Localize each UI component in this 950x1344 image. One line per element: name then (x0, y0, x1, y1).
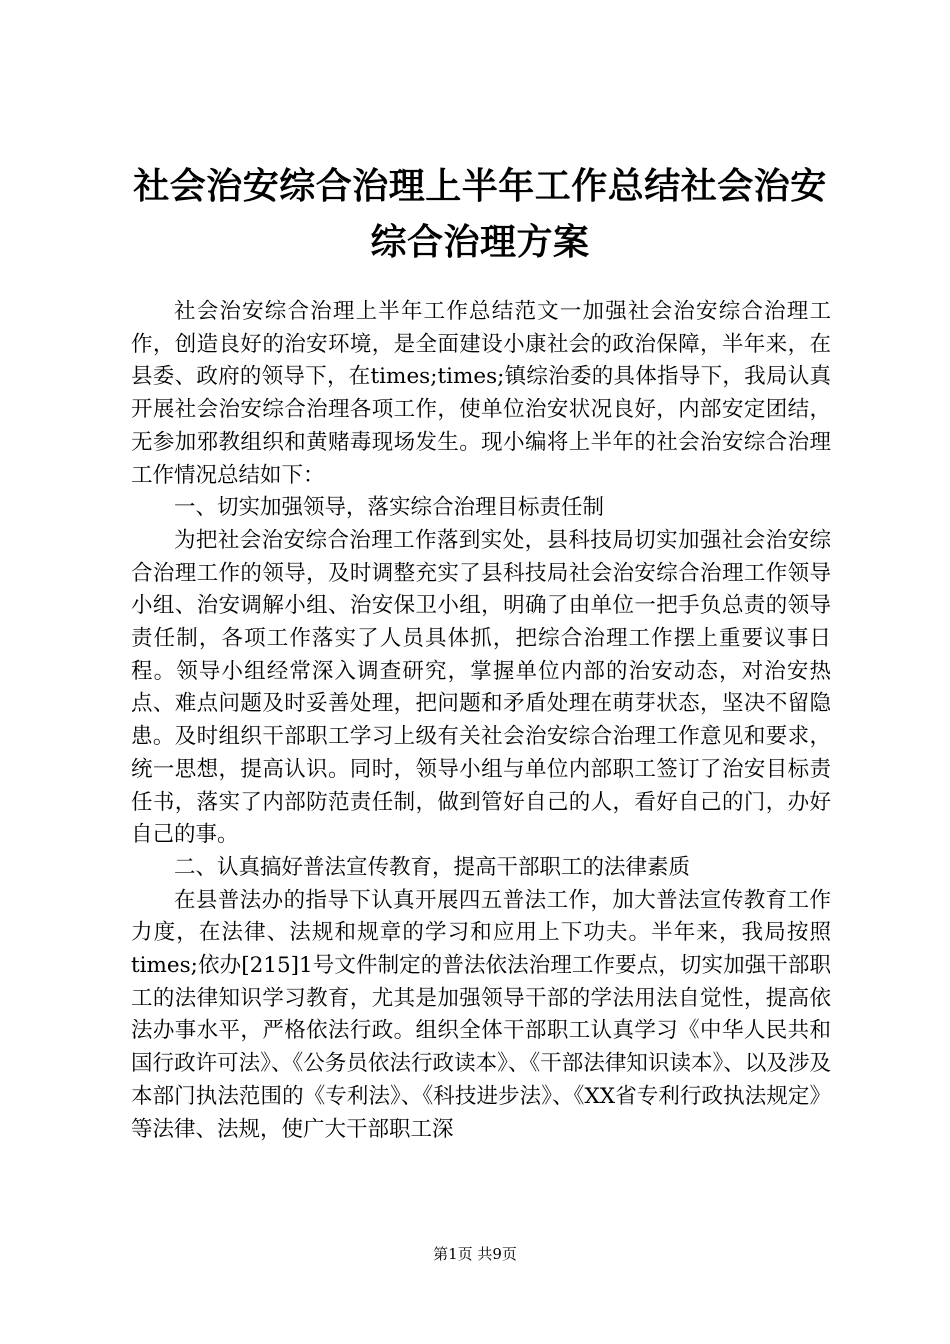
document-body (131, 296, 831, 1146)
paragraph-intro: 社会治安综合治理上半年工作总结范文一加强社会治安综合治理工作，创造良好的治安环境，是全面建设小康社会的政治保障，半年来，在县委、政府的领导下，在times;times;镇综治委的具体指导下，我局认真开展社会治安综合治理各项工作，使单位治安状况良好，内部安定团结，无参加邪教组织和黄赌毒现场发生。现小编将上半年的社会治安综合治理工作情况总结如下： (131, 299, 831, 488)
section-heading-1: 一、切实加强领导，落实综合治理目标责任制 (174, 495, 605, 521)
paragraph-section-2: 在县普法办的指导下认真开展四五普法工作，加大普法宣传教育工作力度，在法律、法规和规章的学习和应用上下功夫。半年来，我局按照times;依办[215]1号文件制定的普法依法治理工作要点，切实加强干部职工的法律知识学习教育，尤其是加强领导干部的学法用法自觉性，提高依法办事水平，严格依法行政。组织全体干部职工认真学习《中华人民共和国行政许可法》、《公务员依法行政读本》、《干部法律知识读本》、以及涉及本部门执法范围的《专利法》、《科技进步法》、《XX省专利行政执法规定》等法律、法规，使广大干部职工深 (131, 887, 831, 1142)
document-title: 社会治安综合治理上半年工作总结社会治安综合治理方案 (133, 165, 827, 263)
page-footer (0, 1244, 950, 1264)
section-heading-2: 二、认真搞好普法宣传教育，提高干部职工的法律素质 (174, 854, 691, 880)
paragraph-section-1: 为把社会治安综合治理工作落到实处，县科技局切实加强社会治安综合治理工作的领导，及时调整充实了县科技局社会治安综合治理工作领导小组、治安调解小组、治安保卫小组，明确了由单位一把手负总责的领导责任制，各项工作落实了人员具体抓，把综合治理工作摆上重要议事日程。领导小组经常深入调查研究，掌握单位内部的治安动态，对治安热点、难点问题及时妥善处理，把问题和矛盾处理在萌芽状态，坚决不留隐患。及时组织干部职工学习上级有关社会治安综合治理工作意见和要求，统一思想，提高认识。同时，领导小组与单位内部职工签订了治安目标责任书，落实了内部防范责任制，做到管好自己的人，看好自己的门，办好自己的事。 (131, 527, 831, 848)
page-number-label: 第1页 共9页 (433, 1245, 517, 1263)
